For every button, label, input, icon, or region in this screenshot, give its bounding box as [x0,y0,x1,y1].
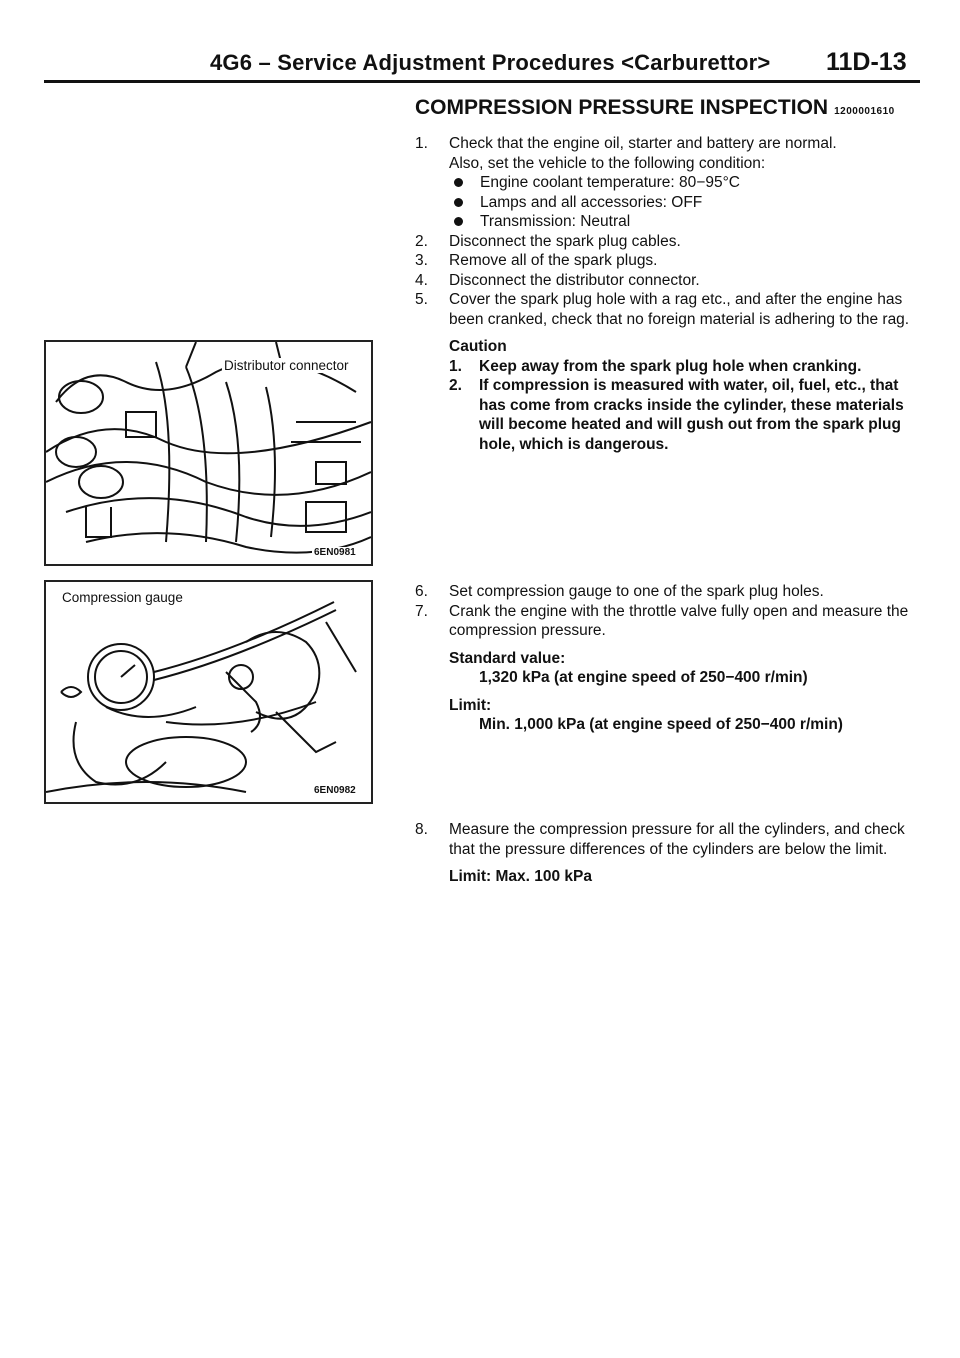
limit-label: Limit: [449,696,492,714]
page-number: 11D-13 [826,48,907,76]
step-3: 3. Remove all of the spark plugs. [415,252,658,269]
standard-label: Standard value: [449,649,566,667]
bullet-icon [449,193,480,213]
step-7: 7. Crank the engine with the throttle valve fully open and measure the compression pressure. [415,602,909,639]
section-title: COMPRESSION PRESSURE INSPECTION [415,96,829,119]
figure-code-1: 6EN0981 [314,547,356,558]
gauge-illustration [46,582,371,802]
figure-distributor-connector [44,340,373,566]
bullet-icon [449,212,480,232]
step-2: 2. Disconnect the spark plug cables. [415,232,681,250]
step-6: 6. Set compression gauge to one of the spark plug holes. [415,583,824,600]
header-title: 4G6 – Service Adjustment Procedures <Carburettor> [210,50,771,75]
figure-compression-gauge [44,580,373,804]
figure-code-2: 6EN0982 [314,785,356,796]
header-divider [44,80,920,83]
procedure-block-3 [415,820,920,887]
caution-item-2: 2. If compression is measured with water, oil, fuel, etc., that has come from cracks inside the cylinder, these materials will become heated and will gush out from the spark plug hole, which is dangerous. [449,377,904,453]
section-heading [415,96,895,120]
caution-item-1: 1. Keep away from the spark plug hole when cranking. [449,357,862,375]
standard-value: 1,320 kPa (at engine speed of 250−400 r/min) [479,669,808,686]
bullet-icon [449,173,480,193]
figure-label-gauge: Compression gauge [62,590,183,605]
procedure-block-1 [415,134,920,454]
step-1: 1. Check that the engine oil, starter and battery are normal. Also, set the vehicle to the following condition: [415,135,837,172]
step-4: 4. Disconnect the distributor connector. [415,271,700,289]
condition-item: Lamps and all accessories: OFF [415,193,920,213]
engine-illustration [46,342,371,564]
figure-label-distributor: Distributor connector [224,358,349,373]
condition-item: Transmission: Neutral [415,212,920,232]
section-code: 1200001610 [834,106,895,117]
step-5: 5. Cover the spark plug hole with a rag etc., and after the engine has been cranked, check that no foreign material is adhering to the rag. [415,291,910,328]
step-8: 8. Measure the compression pressure for all the cylinders, and check that the pressure differences of the cylinders are below the limit. [415,821,905,858]
limit-value: Min. 1,000 kPa (at engine speed of 250−400 r/min) [479,716,843,733]
procedure-block-2 [415,582,920,735]
condition-item: Engine coolant temperature: 80−95°C [415,173,920,193]
caution-title: Caution [449,338,507,355]
limit-max: Limit: Max. 100 kPa [449,868,593,885]
